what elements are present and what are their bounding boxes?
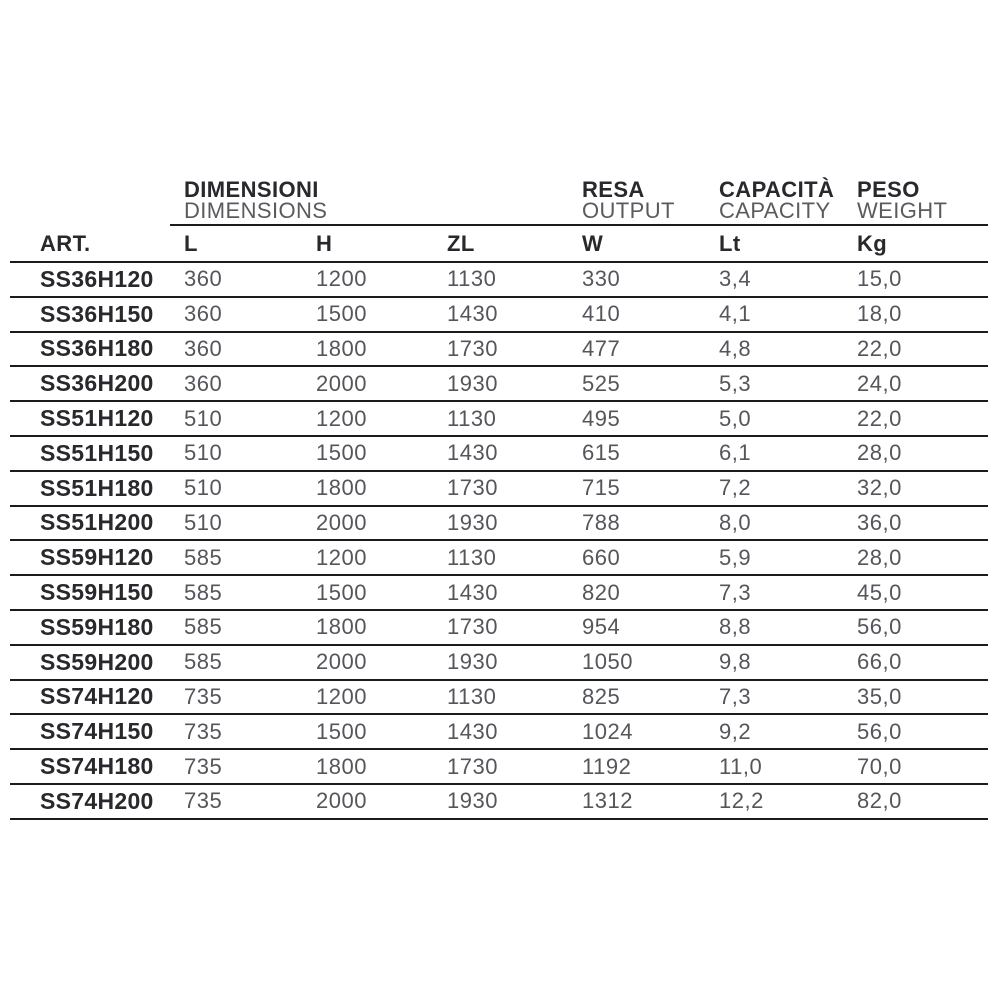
- cell-l: 585: [184, 614, 223, 640]
- cell-lt: 7,3: [719, 683, 752, 709]
- cell-lt: 6,1: [719, 440, 752, 466]
- cell-h: 1200: [316, 405, 367, 431]
- cell-w: 954: [582, 614, 621, 640]
- cell-lt: 12,2: [719, 788, 764, 814]
- column-header-h: H: [316, 230, 333, 256]
- cell-h: 1500: [316, 301, 367, 327]
- table-row: [10, 333, 988, 368]
- cell-h: 2000: [316, 370, 367, 396]
- cell-art: SS36H120: [40, 265, 154, 292]
- cell-lt: 3,4: [719, 266, 752, 292]
- table-group-header-row: [10, 179, 988, 226]
- cell-art: SS59H120: [40, 544, 154, 571]
- cell-zl: 1130: [447, 544, 497, 570]
- table-row: [10, 750, 988, 785]
- cell-art: SS59H150: [40, 579, 154, 606]
- table-row: [10, 785, 988, 820]
- table-row: [10, 681, 988, 716]
- cell-kg: 28,0: [857, 544, 902, 570]
- cell-art: SS51H180: [40, 474, 154, 501]
- cell-zl: 1430: [447, 579, 498, 605]
- cell-h: 1500: [316, 579, 367, 605]
- cell-art: SS36H200: [40, 370, 154, 397]
- cell-l: 360: [184, 335, 223, 361]
- cell-zl: 1930: [447, 788, 498, 814]
- cell-zl: 1930: [447, 370, 498, 396]
- cell-h: 2000: [316, 509, 367, 535]
- cell-zl: 1730: [447, 753, 498, 779]
- cell-zl: 1130: [447, 266, 497, 292]
- cell-zl: 1430: [447, 718, 498, 744]
- table-column-header-row: [10, 226, 988, 263]
- table-row: [10, 437, 988, 472]
- group-header-underline: [170, 224, 988, 226]
- cell-w: 477: [582, 335, 621, 361]
- table-row: [10, 402, 988, 437]
- table-row: [10, 646, 988, 681]
- cell-l: 735: [184, 788, 223, 814]
- cell-zl: 1730: [447, 475, 498, 501]
- cell-w: 1050: [582, 649, 633, 675]
- cell-zl: 1430: [447, 301, 498, 327]
- cell-lt: 5,0: [719, 405, 752, 431]
- table-row: [10, 576, 988, 611]
- table-row: [10, 715, 988, 750]
- cell-lt: 5,9: [719, 544, 752, 570]
- table-row: [10, 611, 988, 646]
- table-row: [10, 298, 988, 333]
- cell-kg: 56,0: [857, 614, 902, 640]
- cell-w: 495: [582, 405, 621, 431]
- cell-l: 735: [184, 718, 223, 744]
- cell-art: SS36H150: [40, 300, 154, 327]
- cell-zl: 1930: [447, 649, 498, 675]
- cell-lt: 9,8: [719, 649, 752, 675]
- product-spec-table: [10, 179, 988, 820]
- column-header-kg: Kg: [857, 230, 888, 256]
- group-header-output-en: OUTPUT: [582, 198, 675, 223]
- cell-l: 510: [184, 509, 223, 535]
- cell-zl: 1130: [447, 405, 497, 431]
- cell-h: 1200: [316, 683, 367, 709]
- group-header-output: [582, 179, 719, 228]
- cell-lt: 8,0: [719, 509, 752, 535]
- cell-l: 585: [184, 579, 223, 605]
- cell-art: SS51H150: [40, 439, 154, 466]
- cell-w: 410: [582, 301, 621, 327]
- cell-art: SS51H200: [40, 509, 154, 536]
- cell-h: 1200: [316, 544, 367, 570]
- group-header-capacity: [719, 179, 857, 228]
- column-header-l: L: [184, 230, 198, 256]
- cell-l: 510: [184, 475, 223, 501]
- cell-w: 1312: [582, 788, 633, 814]
- cell-h: 1500: [316, 440, 367, 466]
- cell-l: 360: [184, 301, 223, 327]
- group-header-weight: [857, 179, 988, 228]
- cell-kg: 24,0: [857, 370, 902, 396]
- cell-kg: 36,0: [857, 509, 902, 535]
- cell-art: SS36H180: [40, 335, 154, 362]
- cell-lt: 11,0: [719, 753, 763, 779]
- cell-zl: 1430: [447, 440, 498, 466]
- cell-zl: 1730: [447, 335, 498, 361]
- cell-kg: 32,0: [857, 475, 902, 501]
- cell-w: 788: [582, 509, 621, 535]
- group-header-weight-it: PESO: [857, 177, 920, 202]
- cell-l: 735: [184, 683, 223, 709]
- cell-l: 585: [184, 649, 223, 675]
- cell-art: SS74H120: [40, 683, 154, 710]
- cell-lt: 8,8: [719, 614, 752, 640]
- cell-l: 510: [184, 405, 223, 431]
- column-header-art: ART.: [40, 230, 91, 256]
- cell-h: 1800: [316, 614, 367, 640]
- cell-l: 360: [184, 370, 223, 396]
- cell-l: 735: [184, 753, 223, 779]
- table-row: [10, 367, 988, 402]
- cell-w: 330: [582, 266, 621, 292]
- table-body: [10, 263, 988, 820]
- column-header-zl: ZL: [447, 230, 475, 256]
- cell-w: 1192: [582, 753, 632, 779]
- cell-kg: 18,0: [857, 301, 902, 327]
- cell-zl: 1730: [447, 614, 498, 640]
- cell-l: 360: [184, 266, 223, 292]
- cell-h: 1800: [316, 335, 367, 361]
- cell-kg: 35,0: [857, 683, 902, 709]
- cell-l: 585: [184, 544, 223, 570]
- cell-w: 1024: [582, 718, 633, 744]
- cell-kg: 56,0: [857, 718, 902, 744]
- group-header-output-it: RESA: [582, 177, 645, 202]
- group-header-capacity-en: CAPACITY: [719, 198, 831, 223]
- cell-h: 2000: [316, 788, 367, 814]
- cell-art: SS74H180: [40, 753, 154, 780]
- cell-w: 660: [582, 544, 621, 570]
- column-header-lt: Lt: [719, 230, 741, 256]
- cell-w: 615: [582, 440, 621, 466]
- cell-kg: 82,0: [857, 788, 902, 814]
- cell-lt: 7,2: [719, 475, 752, 501]
- group-header-dimensions: [184, 179, 582, 228]
- cell-h: 2000: [316, 649, 367, 675]
- cell-kg: 22,0: [857, 335, 902, 361]
- cell-h: 1200: [316, 266, 367, 292]
- cell-w: 825: [582, 683, 621, 709]
- cell-h: 1800: [316, 753, 367, 779]
- cell-art: SS59H180: [40, 613, 154, 640]
- cell-kg: 22,0: [857, 405, 902, 431]
- cell-kg: 70,0: [857, 753, 902, 779]
- cell-lt: 9,2: [719, 718, 752, 744]
- cell-l: 510: [184, 440, 223, 466]
- column-header-w: W: [582, 230, 604, 256]
- table-row: [10, 507, 988, 542]
- table-row: [10, 263, 988, 298]
- group-header-dimensions-it: DIMENSIONI: [184, 177, 319, 202]
- cell-art: SS59H200: [40, 648, 154, 675]
- cell-kg: 15,0: [857, 266, 902, 292]
- cell-art: SS51H120: [40, 405, 154, 432]
- cell-zl: 1930: [447, 509, 498, 535]
- cell-art: SS74H150: [40, 718, 154, 745]
- cell-kg: 45,0: [857, 579, 902, 605]
- cell-kg: 66,0: [857, 649, 902, 675]
- cell-lt: 4,1: [719, 301, 752, 327]
- table-row: [10, 541, 988, 576]
- cell-w: 525: [582, 370, 621, 396]
- cell-lt: 7,3: [719, 579, 752, 605]
- cell-lt: 4,8: [719, 335, 752, 361]
- cell-h: 1500: [316, 718, 367, 744]
- cell-h: 1800: [316, 475, 367, 501]
- cell-lt: 5,3: [719, 370, 752, 396]
- group-header-dimensions-en: DIMENSIONS: [184, 198, 328, 223]
- group-header-capacity-it: CAPACITÀ: [719, 177, 835, 202]
- cell-w: 820: [582, 579, 621, 605]
- cell-zl: 1130: [447, 683, 497, 709]
- cell-w: 715: [582, 475, 621, 501]
- cell-art: SS74H200: [40, 787, 154, 814]
- table-row: [10, 472, 988, 507]
- cell-kg: 28,0: [857, 440, 902, 466]
- group-header-weight-en: WEIGHT: [857, 198, 948, 223]
